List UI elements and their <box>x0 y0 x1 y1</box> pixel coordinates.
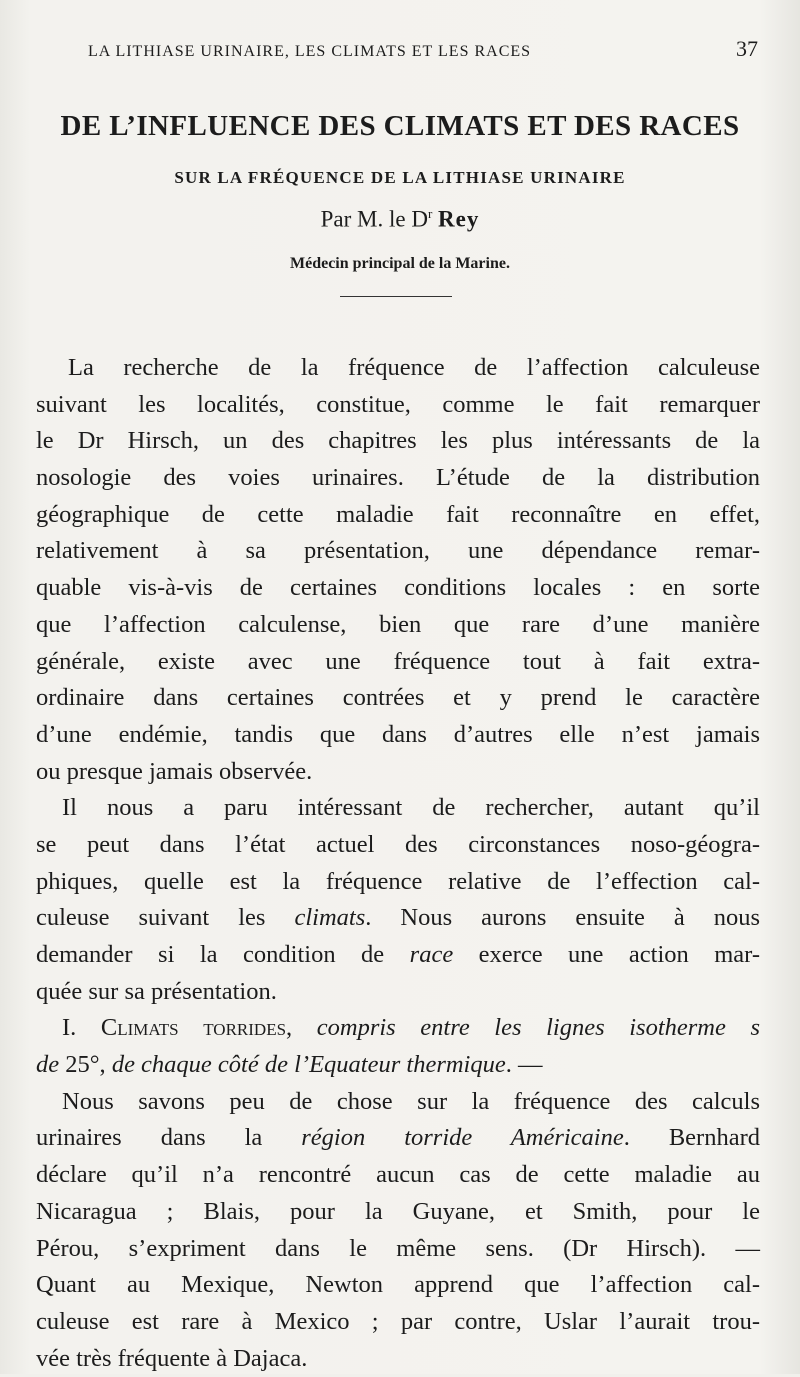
article-body <box>36 350 760 1377</box>
body-line: Pérou, s’expriment dans le même sens. (Dr Hirsch). — <box>36 1234 760 1262</box>
body-line: vée très fréquente à Dajaca. <box>36 1344 308 1372</box>
body-line: déclare qu’il n’a rencontré aucun cas de cette maladie au <box>36 1161 760 1189</box>
body-line: quable vis-à-vis de certaines conditions locales : en sorte <box>36 574 760 602</box>
small-caps-run: Climats torrides <box>100 1014 287 1042</box>
text-run: . Bernhard <box>623 1124 760 1152</box>
body-line: culeuse est rare à Mexico ; par contre, Uslar l’aurait trou- <box>36 1307 760 1335</box>
byline-sup: r <box>427 206 433 221</box>
text-run: exerce une action mar- <box>453 941 760 968</box>
italic-run: race <box>409 941 454 968</box>
body-line: le Dr Hirsch, un des chapitres les plus intéressants de la <box>36 427 760 455</box>
body-line: générale, existe avec une fréquence tout à fait extra- <box>36 647 760 675</box>
byline-prefix: Par M. le D <box>320 206 428 232</box>
text-run: 25°, <box>59 1051 112 1079</box>
body-line: suivant les localités, constitue, comme le fait remarquer <box>36 390 760 418</box>
text-run: culeuse suivant les <box>36 904 295 932</box>
italic-run: de <box>36 1051 60 1079</box>
body-line: d’une endémie, tandis que dans d’autres elle n’est jamais <box>36 720 760 748</box>
section-heading-line <box>36 1047 760 1084</box>
body-line <box>36 937 760 974</box>
text-run: , <box>286 1014 317 1042</box>
article-title: DE L’INFLUENCE DES CLIMATS ET DES RACES <box>60 110 740 142</box>
body-line: que l’affection calculense, bien que rare d’une manière <box>36 610 760 638</box>
running-title: LA LITHIASE URINAIRE, LES CLIMATS ET LES RACES <box>88 43 532 60</box>
section-heading-line <box>36 1010 760 1047</box>
running-header <box>88 36 758 62</box>
byline <box>36 206 764 233</box>
body-line: La recherche de la fréquence de l’affection calculeuse <box>68 354 760 381</box>
text-run: . Nous aurons ensuite à nous <box>365 904 760 932</box>
separator-rule <box>340 296 452 297</box>
text-run: . — <box>505 1051 543 1079</box>
text-run: I. <box>62 1014 101 1042</box>
italic-run: compris entre les lignes isotherme s <box>316 1014 760 1042</box>
page-number: 37 <box>736 36 758 61</box>
body-line: ou presque jamais observée. <box>36 757 313 785</box>
body-line: Nous savons peu de chose sur la fréquence des calculs <box>62 1087 760 1115</box>
body-line: relativement à sa présentation, une dépendance remar- <box>36 537 760 565</box>
author-name: Rey <box>438 206 480 232</box>
author-affiliation: Médecin principal de la Marine. <box>290 255 510 272</box>
body-line: ordinaire dans certaines contrées et y prend le caractère <box>36 684 760 712</box>
body-line: Nicaragua ; Blais, pour la Guyane, et Smith, pour le <box>36 1197 760 1225</box>
text-run: urinaires dans la <box>36 1124 302 1152</box>
body-line: se peut dans l’état actuel des circonstances noso-géogra- <box>36 830 760 858</box>
body-line <box>36 900 760 937</box>
text-run: demander si la condition de <box>36 941 410 968</box>
italic-run: de chaque côté de l’Equateur thermique <box>111 1051 506 1079</box>
italic-run: climats <box>294 904 366 932</box>
body-line: géographique de cette maladie fait reconnaître en effet, <box>36 500 760 528</box>
body-line: phiques, quelle est la fréquence relative de l’effection cal- <box>36 867 760 895</box>
body-line: quée sur sa présentation. <box>36 977 277 1005</box>
article-subtitle: SUR LA FRÉQUENCE DE LA LITHIASE URINAIRE <box>174 168 626 187</box>
body-line: Quant au Mexique, Newton apprend que l’affection cal- <box>36 1271 760 1299</box>
body-line: Il nous a paru intéressant de rechercher, autant qu’il <box>62 794 760 822</box>
body-line <box>36 1120 760 1157</box>
italic-run: région torride Américaine <box>301 1124 624 1152</box>
body-line: nosologie des voies urinaires. L’étude de la distribution <box>36 464 760 492</box>
